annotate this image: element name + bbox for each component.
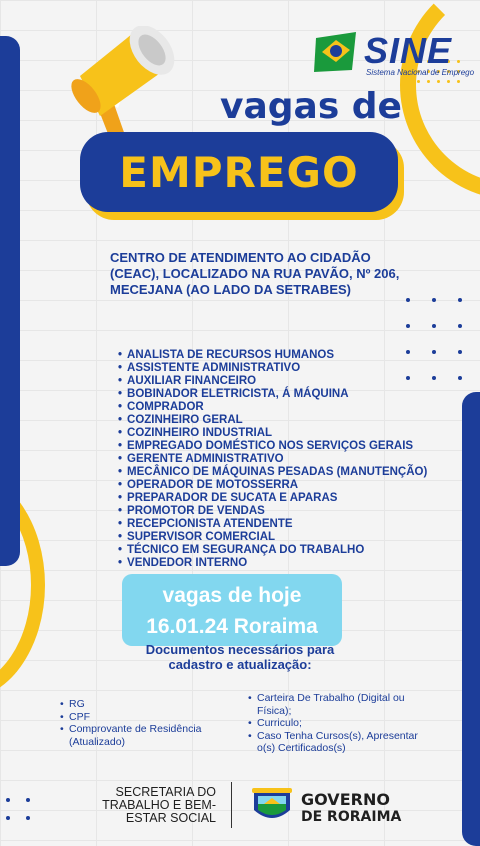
documents-list-right bbox=[248, 692, 433, 755]
list-item: • PROMOTOR DE VENDAS bbox=[118, 505, 448, 518]
list-item: • Carteira De Trabalho (Digital ou Física); bbox=[248, 692, 433, 717]
list-item: • ANALISTA DE RECURSOS HUMANOS bbox=[118, 349, 448, 362]
roraima-crest-icon bbox=[250, 786, 294, 826]
decorative-dots-bottom bbox=[6, 798, 30, 820]
list-item: • MECÂNICO DE MÁQUINAS PESADAS (MANUTENÇÃO) bbox=[118, 466, 448, 479]
list-item: • PREPARADOR DE SUCATA E APARAS bbox=[118, 492, 448, 505]
list-item: • TÉCNICO EM SEGURANÇA DO TRABALHO bbox=[118, 544, 448, 557]
list-item: • AUXILIAR FINANCEIRO bbox=[118, 375, 448, 388]
list-item: • RG bbox=[60, 698, 220, 711]
today-banner-title: vagas de hoje bbox=[162, 584, 302, 607]
list-item: • SUPERVISOR COMERCIAL bbox=[118, 531, 448, 544]
list-item: • EMPREGADO DOMÉSTICO NOS SERVIÇOS GERAIS bbox=[118, 440, 448, 453]
footer-secretaria: SECRETARIA DO TRABALHO E BEM-ESTAR SOCIAL bbox=[102, 785, 216, 825]
address-text: CENTRO DE ATENDIMENTO AO CIDADÃO (CEAC), LOCALIZADO NA RUA PAVÃO, Nº 206, MECEJANA (AO LADO DA SETRABES) bbox=[110, 250, 400, 297]
list-item: • OPERADOR DE MOTOSSERRA bbox=[118, 479, 448, 492]
list-item: • CPF bbox=[60, 711, 220, 724]
list-item: • COZINHEIRO INDUSTRIAL bbox=[118, 427, 448, 440]
list-item: • ASSISTENTE ADMINISTRATIVO bbox=[118, 362, 448, 375]
list-item: • RECEPCIONISTA ATENDENTE bbox=[118, 518, 448, 531]
list-item: • BOBINADOR ELETRICISTA, Á MÁQUINA bbox=[118, 388, 448, 401]
list-item: • VENDEDOR INTERNO bbox=[118, 557, 448, 570]
headline-vagas-de: vagas de bbox=[220, 86, 402, 127]
footer-divider bbox=[231, 782, 232, 828]
job-list bbox=[118, 349, 448, 570]
sine-logo-subtitle: Sistema Nacional de Emprego bbox=[366, 68, 475, 77]
today-banner-date: 16.01.24 Roraima bbox=[146, 615, 318, 638]
sine-logo-text: SINE bbox=[364, 30, 453, 71]
list-item: • Curriculo; bbox=[248, 717, 433, 730]
list-item: • Caso Tenha Cursos(s), Apresentar o(s) Certificados(s) bbox=[248, 730, 433, 755]
decorative-bar-right bbox=[462, 392, 480, 846]
footer-governo: GOVERNO bbox=[301, 790, 390, 809]
documents-list-left bbox=[60, 698, 220, 748]
sine-flag-icon bbox=[312, 30, 360, 74]
documents-title: Documentos necessários para cadastro e atualização: bbox=[145, 642, 335, 672]
list-item: • COMPRADOR bbox=[118, 401, 448, 414]
decorative-bar-left bbox=[0, 36, 20, 566]
footer-de-roraima: DE RORAIMA bbox=[301, 809, 402, 825]
list-item: • GERENTE ADMINISTRATIVO bbox=[118, 453, 448, 466]
headline-emprego: EMPREGO bbox=[119, 147, 359, 197]
list-item: • Comprovante de Residência (Atualizado) bbox=[60, 723, 220, 748]
list-item: • COZINHEIRO GERAL bbox=[118, 414, 448, 427]
headline-box bbox=[80, 132, 398, 212]
